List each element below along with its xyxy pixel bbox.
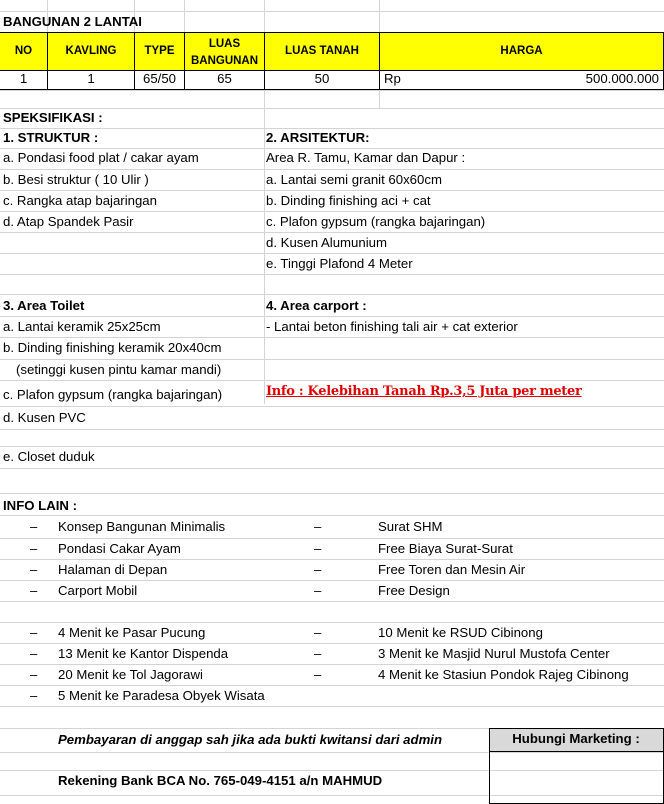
struktur-item: b. Besi struktur ( 10 Ulir ) — [3, 172, 149, 187]
arsitektur-item: d. Kusen Alumunium — [266, 235, 387, 250]
toilet-item: d. Kusen PVC — [3, 410, 86, 425]
dash-bullet: – — [30, 688, 38, 703]
grid-line — [0, 429, 664, 430]
dash-bullet: – — [314, 562, 322, 577]
toilet-item: a. Lantai keramik 25x25cm — [3, 319, 161, 334]
info-item: Free Toren dan Mesin Air — [378, 562, 526, 577]
payment-note: Pembayaran di anggap sah jika ada bukti kwitansi dari admin — [58, 732, 443, 747]
dash-bullet: – — [314, 646, 322, 661]
struktur-item: a. Pondasi food plat / cakar ayam — [3, 150, 199, 165]
info-item: Surat SHM — [378, 519, 443, 534]
distance-item: 13 Menit ke Kantor Dispenda — [58, 646, 229, 661]
grid-line — [0, 706, 664, 707]
distance-item: 4 Menit ke Stasiun Pondok Rajeg Cibinong — [378, 667, 629, 682]
header-bangunan: BANGUNAN — [190, 55, 259, 67]
header-luas: LUAS — [208, 38, 241, 50]
info-item: Konsep Bangunan Minimalis — [58, 519, 226, 534]
toilet-item: c. Plafon gypsum (rangka bajaringan) — [3, 387, 223, 402]
distance-item: 10 Menit ke RSUD Cibinong — [378, 625, 543, 640]
arsitektur-item: e. Tinggi Plafond 4 Meter — [266, 256, 413, 271]
dash-bullet: – — [30, 562, 38, 577]
header-luas-tanah: LUAS TANAH — [285, 45, 359, 57]
border — [0, 89, 664, 90]
dash-bullet: – — [314, 625, 322, 640]
grid-line — [0, 380, 664, 381]
info-item: Free Biaya Surat-Surat — [378, 541, 513, 556]
dash-bullet: – — [30, 625, 38, 640]
grid-line — [0, 601, 664, 602]
header-kavling: KAVLING — [65, 45, 117, 57]
grid-line — [0, 294, 664, 295]
row-luas-bangunan: 65 — [217, 71, 232, 86]
row-luas-tanah: 50 — [314, 71, 330, 86]
dash-bullet: – — [314, 583, 322, 598]
carport-title: 4. Area carport : — [266, 298, 367, 313]
distance-item: 4 Menit ke Pasar Pucung — [58, 625, 206, 640]
dash-bullet: – — [30, 646, 38, 661]
border — [0, 32, 664, 33]
distance-item: 3 Menit ke Masjid Nurul Mustofa Center — [378, 646, 610, 661]
info-item: Free Design — [378, 583, 450, 598]
grid-line — [379, 0, 380, 32]
grid-line — [0, 446, 664, 447]
dash-bullet: – — [314, 667, 322, 682]
toilet-title: 3. Area Toilet — [3, 298, 85, 313]
arsitektur-subtitle: Area R. Tamu, Kamar dan Dapur : — [266, 150, 466, 165]
info-item: Carport Mobil — [58, 583, 138, 598]
contact-label: Hubungi Marketing : — [512, 731, 640, 746]
grid-line — [0, 274, 664, 275]
info-item: Halaman di Depan — [58, 562, 168, 577]
dash-bullet: – — [314, 541, 322, 556]
arsitektur-item: c. Plafon gypsum (rangka bajaringan) — [266, 214, 486, 229]
dash-bullet: – — [30, 667, 38, 682]
toilet-item: e. Closet duduk — [3, 449, 95, 464]
struktur-item: d. Atap Spandek Pasir — [3, 214, 134, 229]
arsitektur-item: a. Lantai semi granit 60x60cm — [266, 172, 442, 187]
carport-item: - Lantai beton finishing tali air + cat exterior — [266, 319, 518, 334]
row-no: 1 — [19, 71, 28, 86]
grid-line — [264, 90, 265, 404]
bank-info: Rekening Bank BCA No. 765-049-4151 a/n MAHMUD — [58, 773, 383, 788]
toilet-item: b. Dinding finishing keramik 20x40cm — [3, 340, 222, 355]
struktur-item: c. Rangka atap bajaringan — [3, 193, 157, 208]
border — [379, 32, 380, 90]
dash-bullet: – — [314, 519, 322, 534]
grid-line — [184, 0, 185, 32]
header-type: TYPE — [144, 45, 175, 57]
arsitektur-item: b. Dinding finishing aci + cat — [266, 193, 431, 208]
row-harga: 500.000.000 — [585, 71, 659, 86]
info-kelebihan-tanah: Info : Kelebihan Tanah Rp.3,5 Juta per meter — [266, 384, 582, 399]
row-currency: Rp — [384, 71, 401, 86]
dash-bullet: – — [30, 583, 38, 598]
grid-line — [0, 493, 664, 494]
grid-line — [0, 406, 664, 407]
dash-bullet: – — [30, 519, 38, 534]
grid-line — [0, 468, 664, 469]
info-lain-title: INFO LAIN : — [3, 498, 77, 513]
toilet-item: (setinggi kusen pintu kamar mandi) — [16, 362, 222, 377]
spec-title: SPEKSIFIKASI : — [3, 110, 103, 125]
distance-item: 5 Menit ke Paradesa Obyek Wisata — [58, 688, 265, 703]
arsitektur-title: 2. ARSITEKTUR: — [266, 130, 370, 145]
row-type: 65/50 — [142, 71, 176, 86]
grid-line — [0, 515, 664, 516]
distance-item: 20 Menit ke Tol Jagorawi — [58, 667, 203, 682]
struktur-title: 1. STRUKTUR : — [3, 130, 99, 145]
header-no: NO — [14, 45, 33, 57]
grid-line — [379, 90, 380, 108]
contact-value-box — [489, 751, 664, 804]
grid-line — [0, 90, 664, 91]
header-harga: HARGA — [500, 45, 543, 57]
page-title: BANGUNAN 2 LANTAI — [3, 14, 142, 29]
row-kavling: 1 — [87, 71, 95, 86]
dash-bullet: – — [30, 541, 38, 556]
info-item: Pondasi Cakar Ayam — [58, 541, 181, 556]
grid-line — [264, 0, 265, 32]
